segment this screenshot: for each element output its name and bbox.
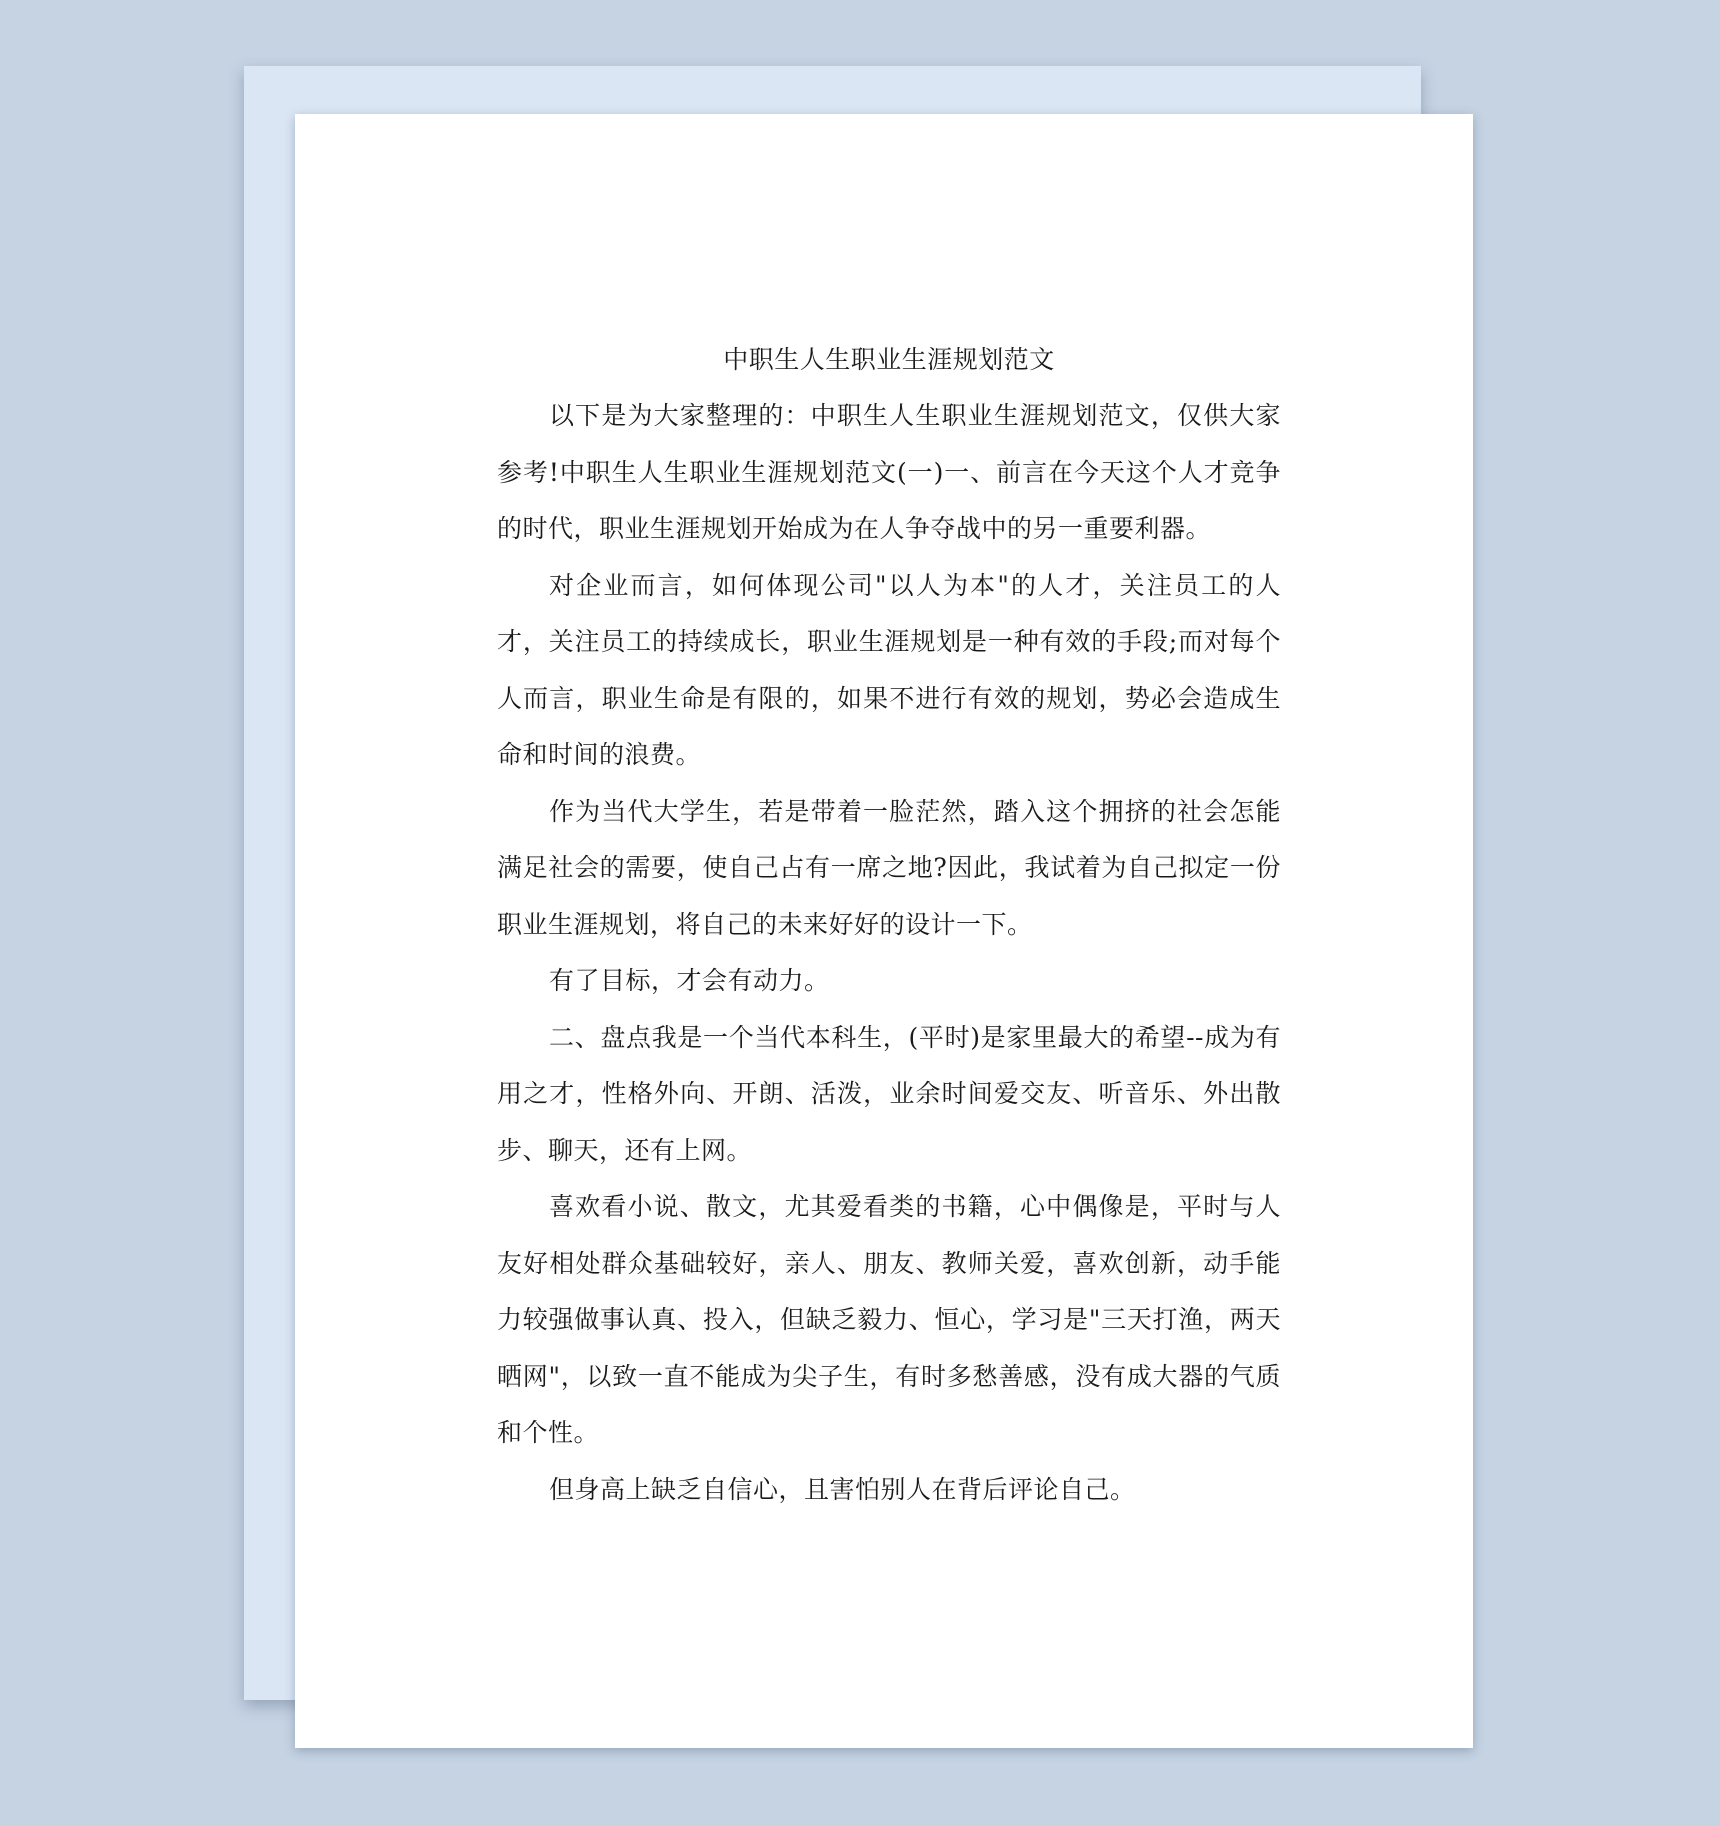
paragraph-enterprise: 对企业而言，如何体现公司"以人为本"的人才，关注员工的人才，关注员工的持续成长，职业生涯规划是一种有效的手段;而对每个人而言，职业生命是有限的，如果不进行有效的规划，势必会造成生命和时间的浪费。	[497, 570, 1281, 769]
paragraph-intro: 以下是为大家整理的：中职生人生职业生涯规划范文，仅供大家参考!中职生人生职业生涯规划范文(一)一、前言在今天这个人才竞争的时代，职业生涯规划开始成为在人争夺战中的另一重要利器。	[497, 401, 1281, 543]
paragraph-hobbies: 喜欢看小说、散文，尤其爱看类的书籍，心中偶像是，平时与人友好相处群众基础较好，亲人、朋友、教师关爱，喜欢创新，动手能力较强做事认真、投入，但缺乏毅力、恒心，学习是"三天打渔，两天晒网"，以致一直不能成为尖子生，有时多愁善感，没有成大器的气质和个性。	[497, 1192, 1281, 1447]
document-title: 中职生人生职业生涯规划范文	[723, 345, 1055, 374]
document-page	[295, 114, 1473, 1748]
paragraph-confidence: 但身高上缺乏自信心，且害怕别人在背后评论自己。	[549, 1474, 1136, 1504]
paragraph-student: 作为当代大学生，若是带着一脸茫然，踏入这个拥挤的社会怎能满足社会的需要，使自己占有一席之地?因此，我试着为自己拟定一份职业生涯规划，将自己的未来好好的设计一下。	[497, 796, 1281, 939]
document-body	[497, 332, 1281, 1518]
paragraph-inventory: 二、盘点我是一个当代本科生，(平时)是家里最大的希望--成为有用之才，性格外向、开朗、活泼，业余时间爱交友、听音乐、外出散步、聊天，还有上网。	[497, 1022, 1281, 1165]
paragraph-goal: 有了目标，才会有动力。	[549, 966, 830, 995]
